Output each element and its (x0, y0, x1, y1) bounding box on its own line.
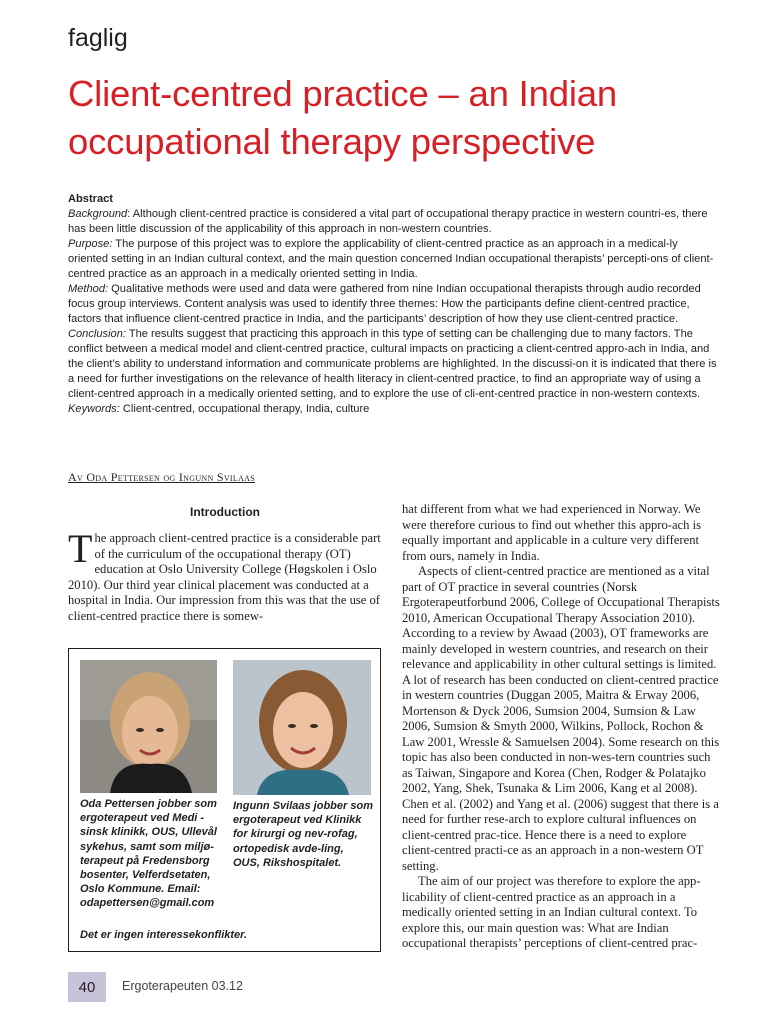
keywords-label: Keywords: (68, 403, 120, 415)
abstract-purpose (68, 237, 718, 282)
purpose-label: Purpose: (68, 238, 113, 250)
right-paragraph-3: The aim of our project was therefore to explore the app-licability of client-centred practice as an approach in a medically oriented setting in an Indian cultural context. To explore this, our main question was: What are Indian occupational therapists’ perceptions of client-centred prac- (402, 874, 701, 950)
journal-name: Ergoterapeuten 03.12 (122, 979, 243, 993)
introduction-paragraph (68, 526, 382, 624)
method-label: Method: (68, 283, 109, 295)
author-caption-ingunn: Ingunn Svilaas jobber som ergoterapeut ved Klinikk for kirurgi og nev-rofag, ortopedisk avde-ling, OUS, Rikshospitalet. (233, 800, 373, 869)
keywords-text: Client-centred, occupational therapy, India, culture (119, 403, 370, 415)
abstract (68, 192, 718, 417)
abstract-conclusion (68, 327, 718, 402)
abstract-heading: Abstract (68, 193, 114, 205)
article-title: Client-centred practice – an Indian occupational therapy perspective (68, 73, 617, 162)
introduction-text: he approach client-centred practice is a considerable part of the curriculum of the occupational therapy (OT) education at Oslo University College (Høgskolen i Oslo 2010). Our third year clinical placement was conducted at a hospital in India. Our impression from this was that the use of client-centred practice there is somew- (68, 531, 381, 623)
section-tag: faglig (68, 24, 128, 52)
method-text: Qualitative methods were used and data were gathered from nine Indian occupational therapists through audio recorded focus group interviews. Content analysis was used to identify three themes: How the participants define client-centred practice, factors that influence client-centred practice in India, and the participants’ description of how they use client-centred practice. (68, 283, 701, 325)
abstract-background (68, 207, 718, 237)
right-paragraph-2: Aspects of client-centred practice are mentioned as a vital part of OT practice in several countries (Norsk Ergoterapeutforbund 2006, College of Occupational Therapists 2010, American Occupational Therapy Association 2010). According to a review by Awaad (2003), OT frameworks are mainly developed in western countries, and research on their relevance and applicability in other cultural settings is limited. A lot of research has been conducted on client-centred practice in western countries (Duggan 2005, Maitra & Erway 2006, Mortenson & Dyck 2006, Sumsion 2004, Sumsion & Law 2006, Sumsion & Smyth 2000, Wilkins, Pollock, Rochon & Law 2001, Wressle & Samuelsen 2004). Some research on this topic has also been conducted in non-wes-tern countries such as Taiwan, Singapore and Korea (Chen, Rodger & Polatajko 2002, Yang, Shek, Tsunaka & Lim 2006, Kang et al 2008). Chen et al. (2002) and Yang et al. (2006) suggest that there is a need for further rese-arch to explore cultural influences on client-centred prac-tice. Hence there is a need to explore client-centred practi-ce as an approach in a non-western OT setting. (402, 564, 720, 873)
author-photo-ingunn (233, 660, 371, 795)
right-column (402, 502, 720, 952)
author-byline: Av Oda Pettersen og Ingunn Svilaas (68, 470, 255, 484)
drop-cap: T (68, 526, 93, 571)
author-info-box (68, 648, 381, 952)
author-photo-oda (80, 660, 217, 793)
author-caption-oda: Oda Pettersen jobber som ergoterapeut ved Medi - sinsk klinikk, OUS, Ullevål sykehus, samt som miljø-terapeut på Fredensborg bosenter, Velferdsetaten, Oslo Kommune. Email: odapettersen@gmail.com (80, 798, 217, 910)
right-paragraph-1: hat different from what we had experienced in Norway. We were therefore curious to find out whether this appro-ach is equally important and applicable in a culture very different from ours, namely in India. (402, 502, 701, 563)
purpose-text: The purpose of this project was to explore the applicability of client-centred practice as an approach in a medical-ly oriented setting in an Indian cultural context, and the main question concerned Indian occupational therapists’ percepti-ons of client-centred practice as an approach in a medically oriented setting in India. (68, 238, 714, 280)
background-text: : Although client-centred practice is considered a vital part of occupational therapy practice in western countri-es, there has been little discussion of the applicability of this approach in non-western countries. (68, 208, 708, 235)
page-number: 40 (68, 972, 106, 1002)
abstract-keywords (68, 402, 718, 417)
conflict-of-interest-note: Det er ingen interessekonflikter. (80, 929, 247, 941)
conclusion-label: Conclusion: (68, 328, 126, 340)
background-label: Background (68, 208, 128, 220)
conclusion-text: The results suggest that practicing this approach in this type of setting can be challenging due to many factors. The conflict between a medical model and client-centred practice, cultural impacts on practicing a client-centred appro-ach in India, and the client’s ability to understand information and communicate problems are highlighted. In the discussi-on it is indicated that there is a need for further investigations on the relevance of health literacy in client-centred practice, to find an appropriate way of using a client-centred approach in a medically oriented setting, and to explore the use of cli-ent-centred practice in non-western contexts. (68, 328, 717, 400)
introduction-heading: Introduction (190, 505, 260, 519)
left-column (68, 505, 382, 624)
abstract-method (68, 282, 718, 327)
